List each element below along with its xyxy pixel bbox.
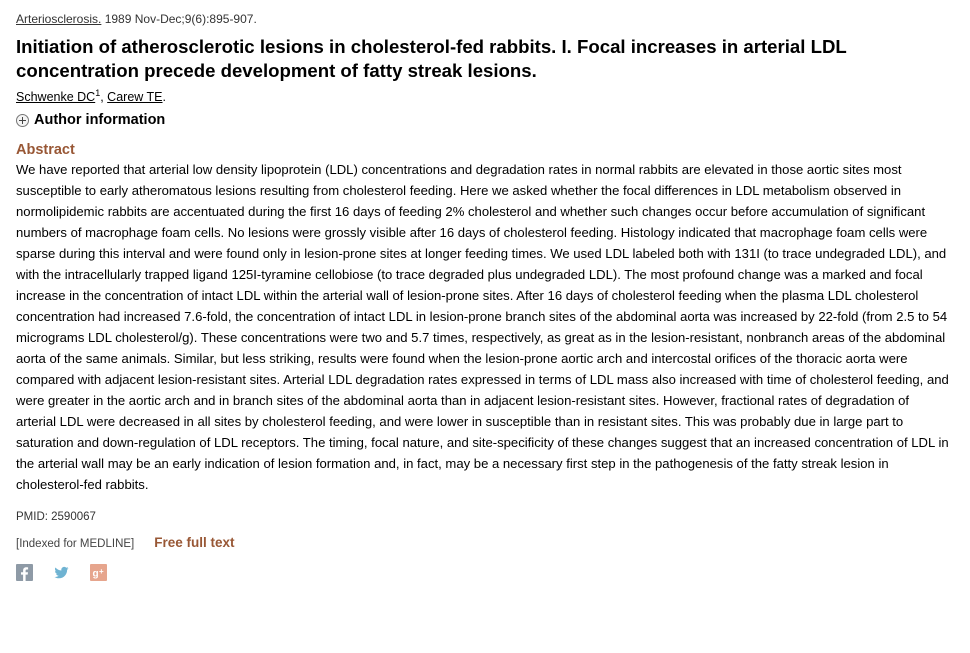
article-title: Initiation of atherosclerotic lesions in cholesterol-fed rabbits. I. Focal increases in arterial LDL concentration precede development of fatty streak lesions. <box>16 36 847 81</box>
author-separator: , <box>100 90 108 105</box>
expand-plus-icon[interactable] <box>16 114 29 127</box>
index-row <box>16 535 954 550</box>
medline-indexed: [Indexed for MEDLINE] <box>16 538 135 551</box>
author-information-toggle[interactable] <box>16 112 954 128</box>
author-end: . <box>162 90 166 105</box>
svg-text:g: g <box>92 568 99 580</box>
abstract-heading: Abstract <box>16 142 75 159</box>
pmid: PMID: 2590067 <box>16 511 96 524</box>
author-link[interactable]: Schwenke DC <box>16 90 96 105</box>
twitter-icon[interactable] <box>53 564 70 581</box>
citation <box>16 12 954 26</box>
author-list <box>16 88 954 104</box>
author-information-label[interactable]: Author information <box>34 112 166 129</box>
free-full-text-link[interactable]: Free full text <box>154 535 235 551</box>
social-share-bar <box>16 564 954 581</box>
author-affiliation-sup: 1 <box>95 88 101 98</box>
journal-link[interactable]: Arteriosclerosis. <box>16 12 102 26</box>
svg-text:+: + <box>99 567 104 577</box>
abstract-text: We have reported that arterial low density lipoprotein (LDL) concentrations and degradation rates in normal rabbits are elevated in those aortic sites most susceptible to early atheromatous lesions resulting from cholesterol feeding. Here we asked whether the focal differences in LDL metabolism observed in normolipidemic rabbits are accentuated during the first 16 days of feeding 2% cholesterol and whether such changes occur before accumulation of significant numbers of macrophage foam cells. No lesions were grossly visible after 16 days of cholesterol feeding. Histology indicated that macrophage foam cells were sparse during this interval and were found only in lesion-prone sites at longer feeding times. We used LDL labeled both with 131I (to trace undegraded LDL), and with the intracellularly trapped ligand 125I-tyramine cellobiose (to trace degraded plus undegraded LDL). The most profound change was a marked and focal increase in the concentration of intact LDL within the arterial wall of lesion-prone sites. After 16 days of cholesterol feeding when the plasma LDL cholesterol concentration had increased 7.6-fold, the concentration of intact LDL in lesion-prone branch sites of the abdominal aorta was increased by 22-fold (from 2.5 to 54 micrograms LDL cholesterol/g). These concentrations were two and 5.7 times, respectively, as great as in the lesion-resistant, nonbranch areas of the abdominal aorta of the same animals. Similar, but less striking, results were found when the lesion-prone aortic arch and intercostal orifices of the thoracic aorta were compared with adjacent lesion-resistant sites. Arterial LDL degradation rates expressed in terms of LDL mass also increased with time of cholesterol feeding, and were greater in the aortic arch and in branch sites of the abdominal aorta than in adjacent lesion-resistant sites. However, fractional rates of degradation of arterial LDL were decreased in all sites by cholesterol feeding, and were lower in susceptible than in resistant sites. This was probably due in large part to saturation and down-regulation of LDL receptors. The timing, focal nature, and site-specificity of these changes suggest that an increased concentration of LDL in the arterial wall may be an early indication of lesion formation and, in fact, may be a necessary first step in the pathogenesis of the fatty streak lesion in cholesterol-fed rabbits. <box>16 162 949 493</box>
facebook-icon[interactable] <box>16 564 33 581</box>
google-plus-icon[interactable] <box>90 564 107 581</box>
citation-details: 1989 Nov-Dec;9(6):895-907. <box>104 12 257 26</box>
author-link[interactable]: Carew TE <box>107 90 163 105</box>
